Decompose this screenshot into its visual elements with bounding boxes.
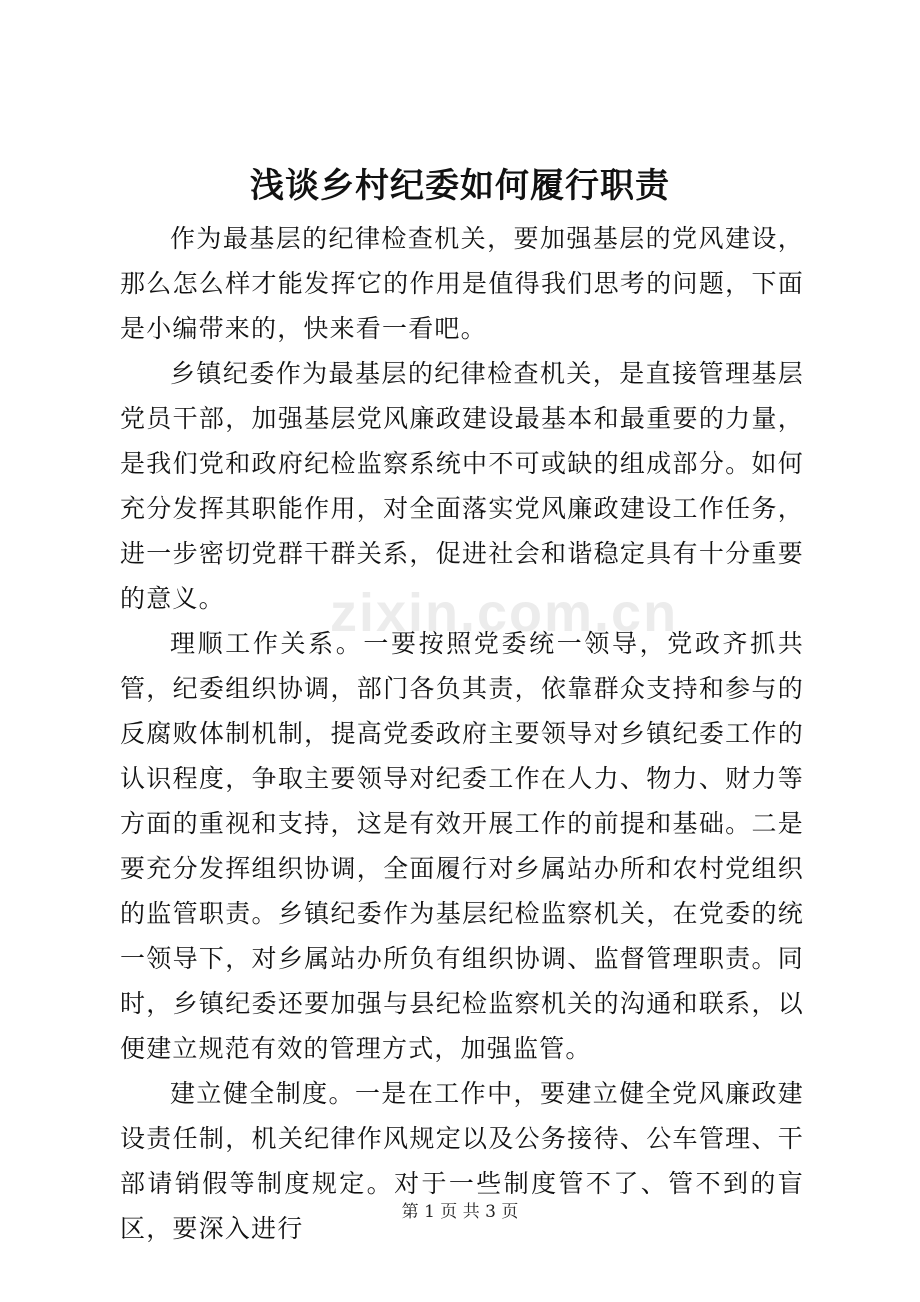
paragraph-system-building: 建立健全制度。一是在工作中，要建立健全党风廉政建设责任制，机关纪律作风规定以及公务接待、公车管理、干部请销假等制度规定。对于一些制度管不了、管不到的盲区，要深入进行 (120, 1079, 804, 1243)
document-body (120, 216, 804, 1251)
paragraph-work-relations: 理顺工作关系。一要按照党委统一领导，党政齐抓共管，纪委组织协调，部门各负其责，依靠群众支持和参与的反腐败体制机制，提高党委政府主要领导对乡镇纪委工作的认识程度，争取主要领导对纪委工作在人力、物力、财力等方面的重视和支持，这是有效开展工作的前提和基础。二是要充分发挥组织协调，全面履行对乡属站办所和农村党组织的监管职责。乡镇纪委作为基层纪检监察机关，在党委的统一领导下，对乡属站办所负有组织协调、监督管理职责。同时，乡镇纪委还要加强与县纪检监察机关的沟通和联系，以便建立规范有效的管理方式，加强监管。 (120, 629, 804, 1063)
paragraph-background: 乡镇纪委作为最基层的纪律检查机关，是直接管理基层党员干部，加强基层党风廉政建设最基本和最重要的力量，是我们党和政府纪检监察系统中不可或缺的组成部分。如何充分发挥其职能作用，对全面落实党风廉政建设工作任务，进一步密切党群干群关系，促进社会和谐稳定具有十分重要的意义。 (120, 359, 804, 613)
watermark: zixin.com.cn (330, 583, 679, 643)
document-title: 浅谈乡村纪委如何履行职责 (250, 166, 670, 206)
page-footer: 第 1 页 共 3 页 (401, 1202, 519, 1222)
paragraph-intro: 作为最基层的纪律检查机关，要加强基层的党风建设，那么怎么样才能发挥它的作用是值得我们思考的问题，下面是小编带来的，快来看一看吧。 (120, 224, 804, 343)
